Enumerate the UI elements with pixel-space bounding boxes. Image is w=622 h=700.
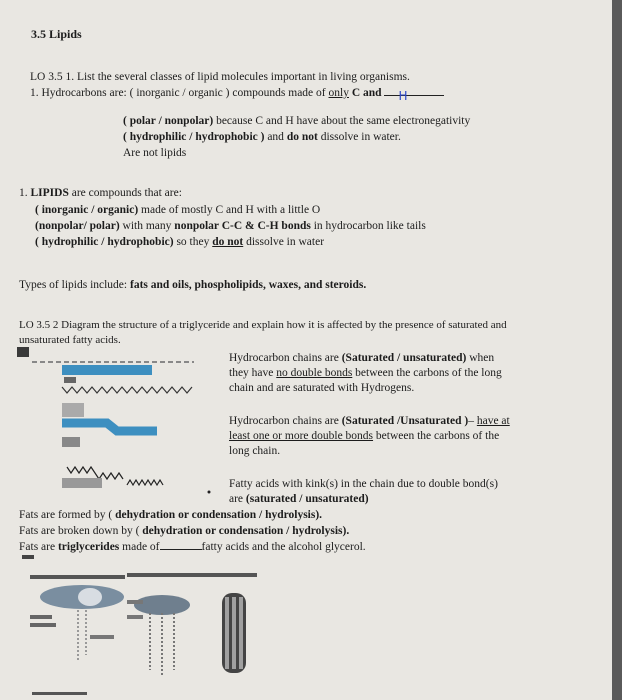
lipids-heading: 1. LIPIDS are compounds that are:	[19, 187, 182, 199]
saturated-line-2: they have no double bonds between the carbons of the long	[229, 367, 502, 379]
fats-broken-line: Fats are broken down by ( dehydration or condensation / hydrolysis).	[19, 525, 350, 537]
diagram-label-mark	[64, 377, 76, 383]
kink-line-1: Fatty acids with kink(s) in the chain due to double bond(s)	[229, 478, 498, 490]
hydrocarbons-line: 1. Hydrocarbons are: ( inorganic / organic ) compounds made of only C and H	[30, 86, 444, 100]
figure-label-marker	[17, 347, 29, 357]
triglyceride-figure	[22, 555, 292, 700]
saturated-line-3: chain and are saturated with Hydrogens.	[229, 382, 415, 394]
kink-line-2: are (saturated / unsaturated)	[229, 493, 369, 505]
unsaturated-line-2: least one or more double bonds between the carbons of the	[229, 430, 500, 442]
lo2-line-1: LO 3.5 2 Diagram the structure of a triglyceride and explain how it is affected by the presence of saturated and	[19, 319, 507, 331]
kinked-chain-2	[127, 480, 163, 485]
diagram-label-block	[62, 437, 80, 447]
bullet-dot	[208, 491, 211, 494]
unsaturated-line-3: long chain.	[229, 445, 281, 457]
saturated-chain-bar	[62, 365, 152, 375]
diagram-label-mark	[127, 600, 143, 604]
space-filling-highlight	[225, 597, 229, 669]
hydrophobic-line: ( hydrophilic / hydrophobic ) and do not dissolve in water.	[123, 131, 401, 143]
triglyceride-blob	[134, 595, 190, 615]
diagram-label-mark	[127, 615, 143, 619]
diagram-label-mark	[30, 623, 56, 627]
glycerol-blob-highlight	[78, 588, 102, 606]
types-of-lipids: Types of lipids include: fats and oils, phospholipids, waxes, and steroids.	[19, 279, 367, 291]
figure-caption-mark	[32, 692, 87, 695]
diagram-label-block	[62, 403, 84, 417]
page-title: 3.5 Lipids	[31, 27, 82, 41]
unsaturated-chain-bar	[62, 423, 157, 431]
fats-formed-line: Fats are formed by ( dehydration or condensation / hydrolysis).	[19, 509, 323, 521]
lipids-line-2: (nonpolar/ polar) with many nonpolar C-C & C-H bonds in hydrocarbon like tails	[35, 220, 426, 232]
saturated-zigzag-chain	[62, 387, 192, 393]
unsaturated-line-1: Hydrocarbon chains are (Saturated /Unsaturated )– have at	[229, 415, 510, 427]
space-filling-highlight	[239, 597, 243, 669]
diagram-label-block	[62, 478, 102, 488]
handwritten-answer-h: H	[398, 89, 408, 103]
kinked-chain	[67, 467, 123, 479]
figure-caption-mark	[30, 575, 125, 579]
diagram-label-mark	[30, 615, 52, 619]
saturated-line-1: Hydrocarbon chains are (Saturated / unsaturated) when	[229, 352, 495, 364]
figure-caption-mark	[127, 573, 257, 577]
figure-caption-mark	[22, 555, 34, 559]
space-filling-highlight	[232, 597, 236, 669]
fatty-acid-diagrams	[12, 345, 217, 505]
lo1-objective: LO 3.5 1. List the several classes of lipid molecules important in living organisms.	[30, 71, 410, 83]
diagram-label-mark	[90, 635, 114, 639]
fats-triglycerides-line: Fats are triglycerides made of fatty acids and the alcohol glycerol.	[19, 541, 366, 553]
lo2-line-2: unsaturated fatty acids.	[19, 334, 121, 346]
lipids-line-1: ( inorganic / organic) made of mostly C and H with a little O	[35, 204, 321, 216]
lipids-line-3: ( hydrophilic / hydrophobic) so they do not dissolve in water	[35, 236, 325, 248]
polar-line: ( polar / nonpolar) because C and H have about the same electronegativity	[123, 115, 471, 127]
not-lipids-line: Are not lipids	[123, 147, 187, 159]
